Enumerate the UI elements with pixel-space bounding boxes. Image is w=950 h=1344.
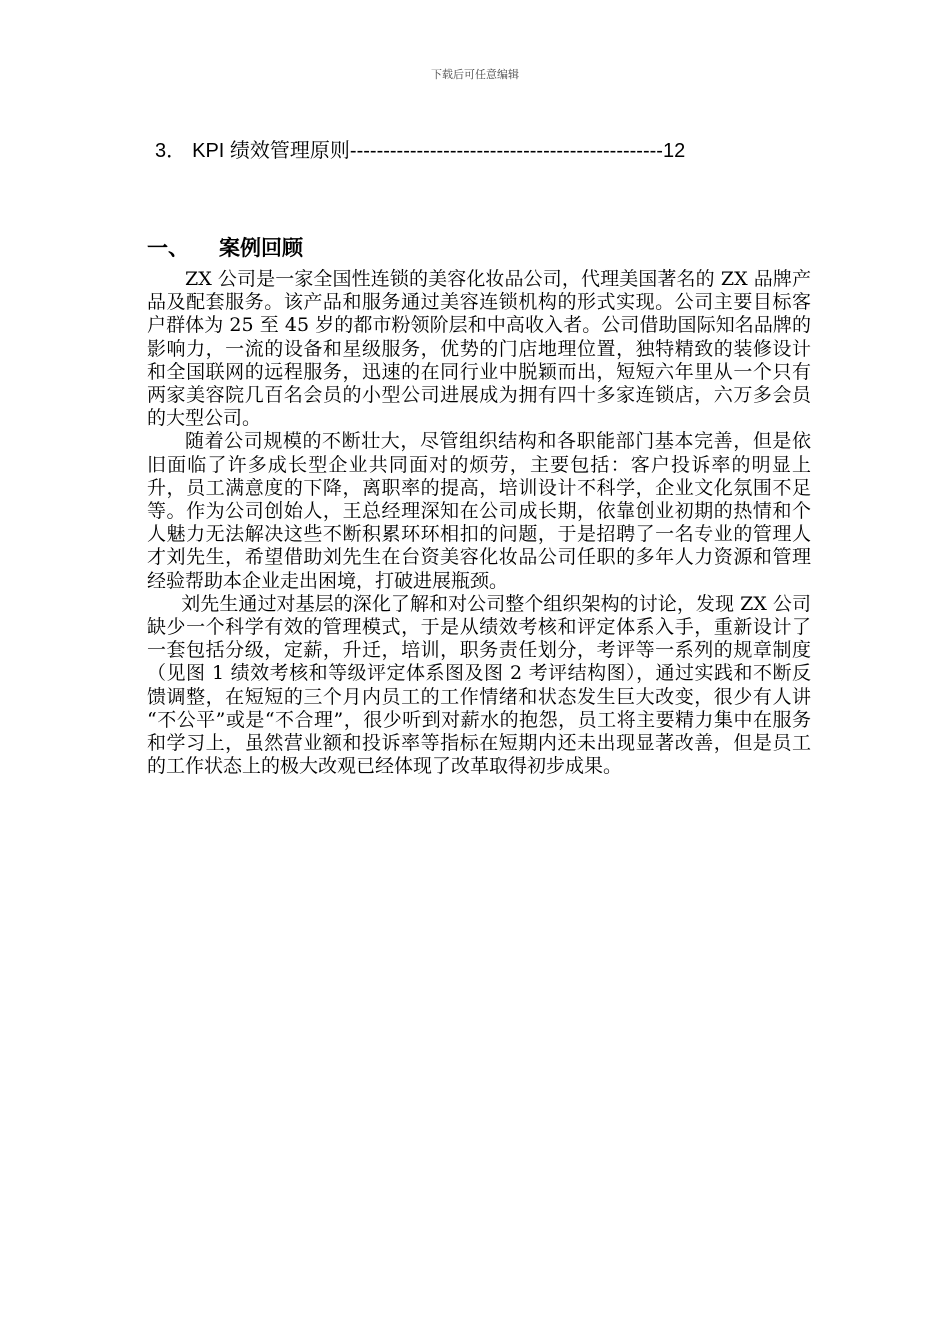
section-title: 案例回顾 (219, 236, 303, 260)
section-index: 一、 (147, 236, 189, 260)
toc-entry-title: KPI 绩效管理原则 (192, 140, 350, 162)
paragraph: ZX 公司是一家全国性连锁的美容化妆品公司，代理美国著名的 ZX 品牌产品及配套服务。该产品和服务通过美容连锁机构的形式实现。公司主要目标客户群体为 25 至 45 岁的都市粉领阶层和中高收入者。公司借助国际知名品牌的影响力，一流的设备和星级服务，优势的门店地理位置，独特精致的装修设计和全国联网的远程服务，迅速的在同行业中脱颖而出，短短六年里从一个只有两家美容院几百名会员的小型公司进展成为拥有四十多家连锁店，六万多会员的大型公司。 (147, 268, 811, 430)
paragraph: 刘先生通过对基层的深化了解和对公司整个组织架构的讨论，发现 ZX 公司缺少一个科学有效的管理模式，于是从绩效考核和评定体系入手，重新设计了一套包括分级，定薪，升迁，培训，职务责任划分，考评等一系列的规章制度（见图 1 绩效考核和等级评定体系图及图 2 考评结构图），通过实践和不断反馈调整，在短短的三个月内员工的工作情绪和状态发生巨大改变，很少有人讲 “不公平”或是“不合理”，很少听到对薪水的抱怨，员工将主要精力集中在服务和学习上，虽然营业额和投诉率等指标在短期内还未出现显著改善，但是员工的工作状态上的极大改观已经体现了改革取得初步成果。 (147, 592, 811, 778)
toc-entry-page: 12 (662, 140, 686, 162)
header-note: 下载后可任意编辑 (431, 68, 519, 81)
toc-entry[interactable] (155, 134, 815, 163)
toc-entry-number: 3． (155, 140, 187, 162)
body-text (147, 268, 811, 778)
paragraph: 随着公司规模的不断壮大，尽管组织结构和各职能部门基本完善，但是依旧面临了许多成长型企业共同面对的烦劳，主要包括：客户投诉率的明显上升，员工满意度的下降，离职率的提高，培训设计不科学，企业文化氛围不足等。作为公司创始人，王总经理深知在公司成长期，依靠创业初期的热情和个人魅力无法解决这些不断积累环环相扣的问题，于是招聘了一名专业的管理人才刘先生，希望借助刘先生在台资美容化妆品公司任职的多年人力资源和管理经验帮助本企业走出困境，打破进展瓶颈。 (147, 430, 811, 592)
section-heading (147, 232, 303, 262)
toc-entry-leader: ----------------------------------------------- (349, 140, 663, 162)
